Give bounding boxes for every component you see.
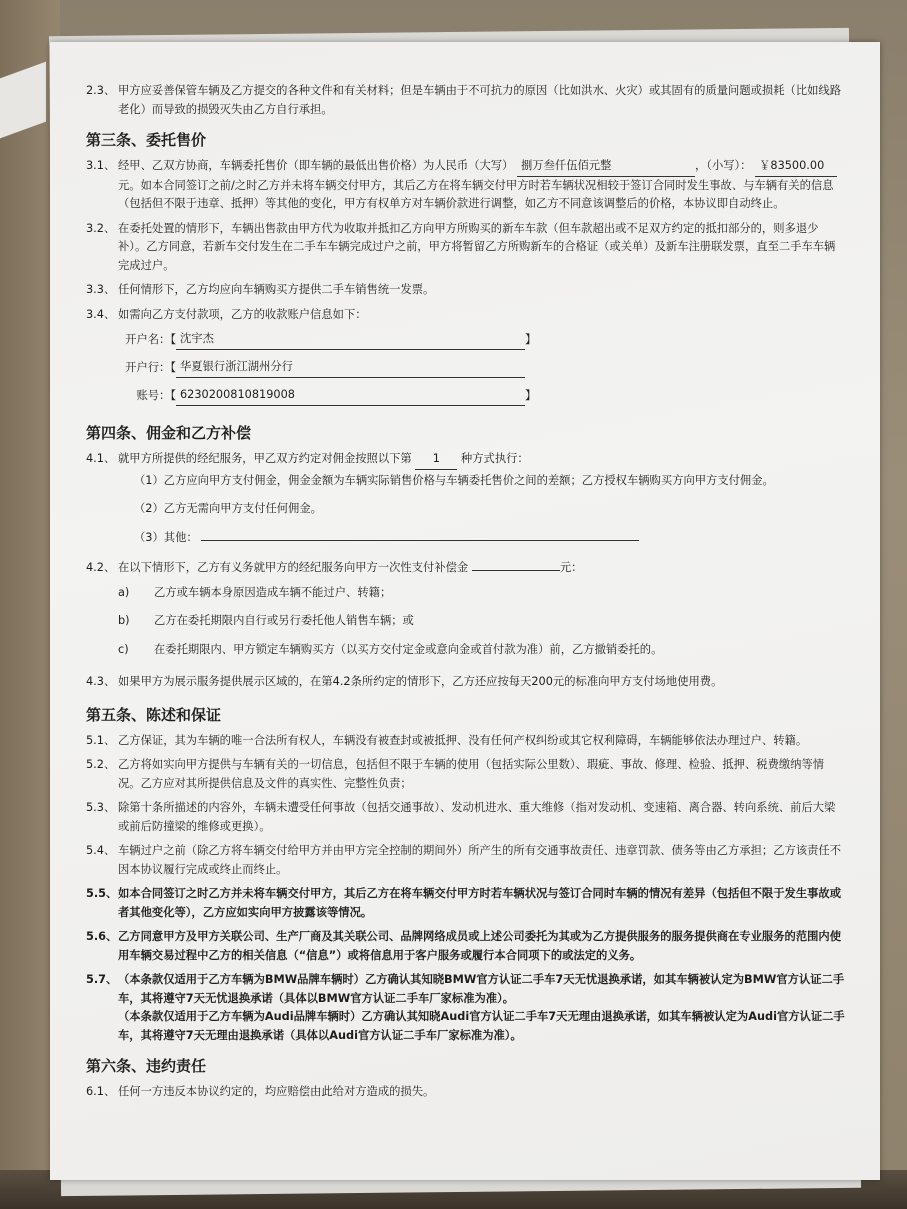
clause-2-3: 2.3、 甲方应妥善保管车辆及乙方提交的各种文件和有关材料；但是车辆由于不可抗力的原因（比如洪水、火灾）或其固有的质量问题或损耗（比如线路老化）而导致的损毁灭失由乙方自行承担。 [86, 84, 842, 116]
clause-5-3: 5.3、 除第十条所描述的内容外，车辆未遭受任何事故（包括交通事故）、发动机进水、重大维修（指对发动机、变速箱、离合器、转向系统、前后大梁或前后防撞梁的维修或更换）。 [86, 801, 836, 833]
article-4-heading: 第四条、佣金和乙方补偿 [86, 424, 252, 442]
option-1: （1）乙方应向甲方支付佣金，佣金金额为车辆实际销售价格与车辆委托售价之间的差额；乙方授权车辆购买方向甲方支付佣金。 [134, 473, 774, 487]
contract-content [86, 82, 846, 1108]
option-3: （3）其他： [134, 529, 846, 548]
article-5-heading: 第五条、陈述和保证 [86, 705, 222, 724]
clause-5-2: 5.2、 乙方将如实向甲方提供与车辆有关的一切信息，包括但不限于车辆的使用（包括实际公里数）、瑕疵、事故、修理、检验、抵押、税费缴纳等情况。乙方应对其所提供信息及文件的真实性、完整性负责； [86, 758, 825, 790]
account-name-row: 开户名：【 沈宇杰 】 [86, 328, 846, 352]
clause-5-5: 5.5、 如本合同签订之时乙方并未将车辆交付甲方，其后乙方在将车辆交付甲方时若车辆状况与签订合同时车辆的情况有差异（包括但不限于发生事故或者其他变化等），乙方应如实向甲方披露该等情况。 [86, 887, 842, 919]
account-number-value: 6230200810819008 [176, 386, 525, 406]
clause-4-3: 4.3、 如果甲方为展示服务提供展示区域的，在第4.2条所约定的情形下，乙方还应按每天200元的标准向甲方支付场地使用费。 [86, 675, 723, 688]
clause-3-3: 3.3、 任何情形下，乙方均应向车辆购买方提供二手车销售统一发票。 [86, 283, 435, 296]
clause-3-2: 3.2、 在委托处置的情形下，车辆出售款由甲方代为收取并抵扣乙方向甲方所购买的新车车款（但车款超出或不足双方约定的抵扣部分的，则多退少补）。乙方同意，若新车交付发生在二手车车辆完成过户之前，甲方将暂留乙方所购新车的合格证（或关单）及新车注册联发票，直至二手车车辆完成过户。 [86, 221, 836, 272]
account-number-row: 账号：【 6230200810819008 】 [86, 384, 846, 408]
option-3-blank [201, 540, 639, 541]
account-bank-value: 华夏银行浙江湖州分行 [176, 358, 525, 378]
clause-4-2-a: a) 乙方或车辆本身原因造成车辆不能过户、转籍； [118, 585, 392, 599]
commission-option-field: 1 [415, 450, 457, 470]
price-upper-field: 捌万叁仟伍佰元整 [517, 157, 695, 177]
account-info [86, 328, 846, 408]
clause-5-6: 5.6、 乙方同意甲方及甲方关联公司、生产厂商及其关联公司、品牌网络成员或上述公司委托为其或为乙方提供服务的服务提供商在专业服务的范围内使用车辆交易过程中乙方的相关信息（“信息”）或将信息用于客户服务或履行本合同项下的或法定的义务。 [86, 930, 842, 962]
account-name-value: 沈宇杰 [176, 330, 525, 350]
article-3-heading: 第三条、委托售价 [86, 131, 207, 149]
clause-3-4: 3.4、 如需向乙方支付款项，乙方的收款账户信息如下： [86, 307, 367, 321]
clause-5-4: 5.4、 车辆过户之前（除乙方将车辆交付给甲方并由甲方完全控制的期间外）所产生的所有交通事故责任、违章罚款、债务等由乙方承担；乙方该责任不因本协议履行完成或终止而终止。 [86, 844, 842, 876]
option-2: （2）乙方无需向甲方支付任何佣金。 [134, 502, 322, 515]
account-bank-row: 开户行：【 华夏银行浙江湖州分行 [86, 356, 846, 380]
clause-4-1: 4.1、 就甲方所提供的经纪服务，甲乙双方约定对佣金按照以下第 1 种方式执行： [86, 450, 846, 470]
clause-6-1: 6.1、 任何一方违反本协议约定的，均应赔偿由此给对方造成的损失。 [86, 1085, 435, 1098]
contract-page [50, 42, 880, 1180]
compensation-blank [472, 570, 560, 571]
clause-4-2-b: b) 乙方在委托期限内自行或另行委托他人销售车辆；或 [118, 614, 414, 627]
clause-4-2: 4.2、 在以下情形下，乙方有义务就甲方的经纪服务向甲方一次性支付补偿金 元： [86, 561, 583, 574]
clause-3-1: 3.1、 经甲、乙双方协商，车辆委托售价（即车辆的最低出售价格）为人民币（大写） 捌万叁仟伍佰元整 ，（小写）： ￥83500.00元。如本合同签订之前/之时乙方并未将车辆交付甲方，其后乙方在将车辆交付甲方时若车辆状况相较于签订合同时发生事故、与车辆有关的信息（包括但不限于违章、抵押）等其他的变化，甲方有权单方对车辆价款进行调整，如乙方不同意该调整后的价格，本协议即自动终止。 [86, 157, 846, 214]
price-lower-field: ￥83500.00 [755, 157, 837, 177]
clause-4-2-c: c) 在委托期限内、甲方锁定车辆购买方（以买方交付定金或意向金或首付款为准）前，乙方撤销委托的。 [118, 642, 663, 656]
clause-5-1: 5.1、 乙方保证，其为车辆的唯一合法所有权人，车辆没有被查封或被抵押、没有任何产权纠纷或其它权利障碍，车辆能够依法办理过户、转籍。 [86, 733, 808, 747]
article-6-heading: 第六条、违约责任 [86, 1057, 207, 1075]
clause-5-7: 5.7、 （本条款仅适用于乙方车辆为BMW品牌车辆时）乙方确认其知晓BMW官方认证二手车7天无忧退换承诺，如其车辆被认定为BMW官方认证二手车，其将遵守7天无忧退换承诺（具体以BMW官方认证二手车厂家标准为准）。 （本条款仅适用于乙方车辆为Audi品牌车辆时）乙方确认其知晓Audi官方认证二手车7天无理由退换承诺，如其车辆被认定为Audi官方认证二手车，其将遵守7天无理由退换承诺（具体以Audi官方认证二手车厂家标准为准）。 [86, 973, 845, 1042]
